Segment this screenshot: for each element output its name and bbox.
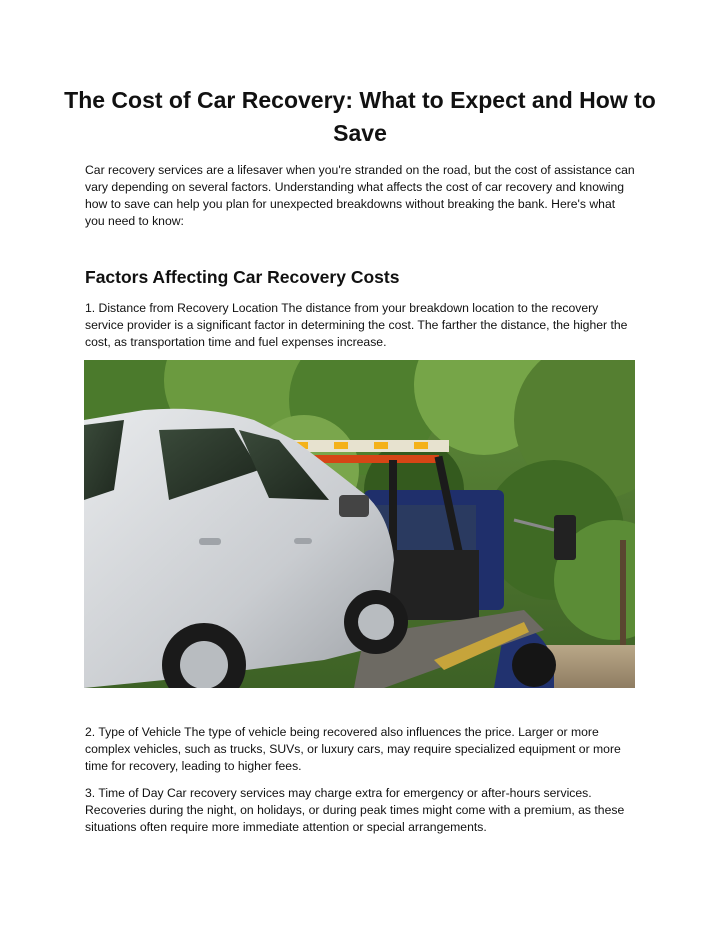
tow-truck-car-photo <box>84 360 635 688</box>
factor-distance-paragraph: 1. Distance from Recovery Location The distance from your breakdown location to the recovery service provider is a significant factor in determining the cost. The farther the distance, the higher the cost, as transportation time and fuel expenses increase. <box>85 301 628 349</box>
factor-time-of-day-paragraph: 3. Time of Day Car recovery services may charge extra for emergency or after-hours services. Recoveries during the night, on holidays, or during peak times might come with a premium, as these situations often require more immediate attention or special arrangements. <box>85 786 625 834</box>
factor-vehicle-type-paragraph: 2. Type of Vehicle The type of vehicle being recovered also influences the price. Larger or more complex vehicles, such as trucks, SUVs, or luxury cars, may require specialized equipment or more time for recovery, leading to higher fees. <box>85 725 621 773</box>
page-title: The Cost of Car Recovery: What to Expect and How to Save <box>64 87 656 146</box>
section-heading: Factors Affecting Car Recovery Costs <box>85 267 400 287</box>
intro-paragraph: Car recovery services are a lifesaver when you're stranded on the road, but the cost of assistance can vary depending on several factors. Understanding what affects the cost of car recovery and knowing how to save can help you plan for unexpected breakdowns without breaking the bank. Here's what you need to know: <box>85 163 635 228</box>
